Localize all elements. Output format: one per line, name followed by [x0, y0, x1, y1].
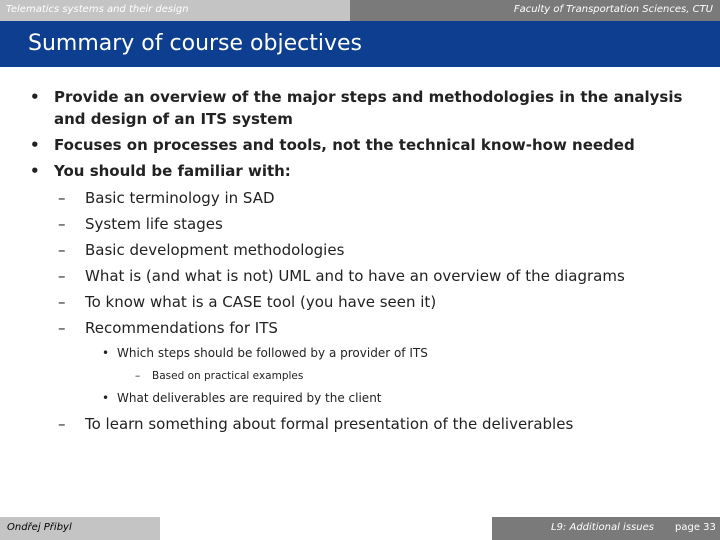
sub-sub-bullet-text: Which steps should be followed by a provider of ITS: [117, 346, 428, 360]
sub-bullet-text: Basic development methodologies: [85, 241, 345, 259]
bullet-marker: •: [30, 162, 40, 180]
sub-bullet-marker: –: [58, 319, 66, 337]
bullet-marker: •: [30, 136, 40, 154]
header-right-panel: [350, 0, 720, 21]
sub-bullet-marker: –: [58, 241, 66, 259]
bullet-marker: •: [30, 88, 40, 106]
sub-bullet-text: To know what is a CASE tool (you have seen it): [85, 293, 437, 311]
sub-bullet-marker: –: [58, 215, 66, 233]
page-number: page 33: [675, 522, 716, 533]
course-name: Telematics systems and their design: [6, 4, 189, 15]
sub-bullet-marker: –: [58, 293, 66, 311]
bullet-text: You should be familiar with:: [54, 162, 291, 180]
title-band: [0, 21, 720, 67]
bullet-text: Provide an overview of the major steps and methodologies in the analysis: [54, 88, 683, 106]
header-left-panel: [0, 0, 350, 21]
footer-author: Ondřej Přibyl: [7, 522, 72, 533]
header-bar: [0, 0, 720, 21]
footer-left-panel: [0, 517, 160, 540]
sub-bullet-text: What is (and what is not) UML and to have an overview of the diagrams: [85, 267, 625, 285]
slide-title: Summary of course objectives: [28, 31, 362, 56]
sub-bullet-text: Basic terminology in SAD: [85, 189, 275, 207]
faculty-name: Faculty of Transportation Sciences, CTU: [513, 4, 713, 15]
sub-bullet-text: To learn something about formal presentation of the deliverables: [85, 415, 574, 433]
sub-sub-bullet-text: What deliverables are required by the client: [117, 391, 382, 405]
sub-bullet-text: System life stages: [85, 215, 223, 233]
footer-lecture: L9: Additional issues: [551, 522, 654, 533]
sub-bullet-text: Recommendations for ITS: [85, 319, 278, 337]
level-4-marker: –: [135, 370, 141, 382]
sub-sub-bullet-marker: •: [102, 391, 110, 405]
sub-sub-bullet-marker: •: [102, 346, 110, 360]
sub-bullet-marker: –: [58, 189, 66, 207]
sub-bullet-marker: –: [58, 415, 66, 433]
bullet-text-continuation: and design of an ITS system: [54, 110, 293, 128]
sub-bullet-marker: –: [58, 267, 66, 285]
level-4-text: Based on practical examples: [152, 370, 304, 382]
bullet-text: Focuses on processes and tools, not the technical know-how needed: [54, 136, 635, 154]
